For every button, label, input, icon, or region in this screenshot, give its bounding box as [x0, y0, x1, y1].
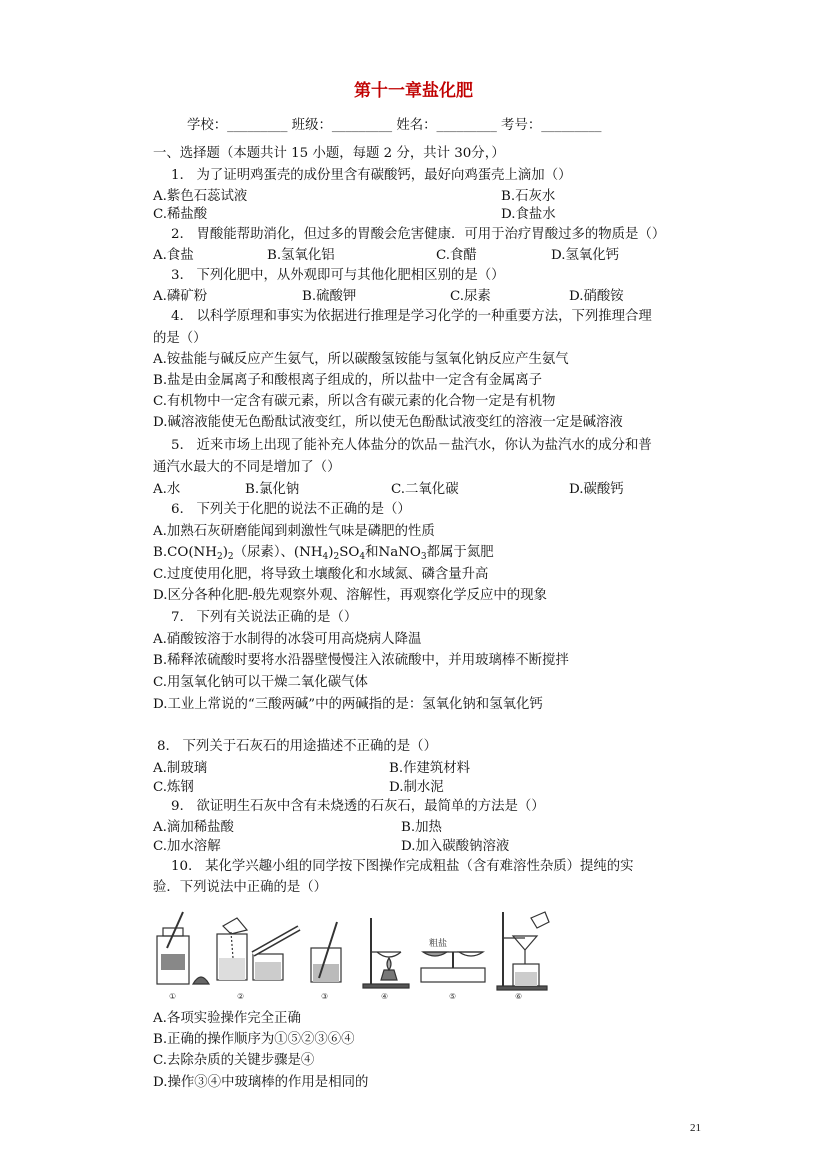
- lab-operations-figure: [153, 908, 553, 1004]
- figure-label-1: ①: [169, 992, 177, 1001]
- q4-stem-line2: 的是（）: [153, 331, 207, 346]
- q8-option-a: A.制玻璃: [153, 761, 208, 776]
- q10-stem-line1: 10. 某化学兴趣小组的同学按下图操作完成粗盐（含有难溶性杂质）提纯的实: [171, 859, 634, 874]
- operation-4-illustration: [311, 922, 341, 982]
- operation-3-illustration: [253, 928, 299, 980]
- q1-option-b: B.石灰水: [501, 189, 556, 204]
- operation-6-illustration: [421, 937, 485, 982]
- q3-option-c: C.尿素: [450, 289, 491, 304]
- q10-option-b: B.正确的操作顺序为①⑤②③⑥④: [153, 1032, 355, 1047]
- q9-option-b: B.加热: [401, 820, 442, 835]
- q10-option-a: A.各项实验操作完全正确: [153, 1011, 301, 1026]
- q3-option-a: A.磷矿粉: [153, 289, 208, 304]
- q9-option-c: C.加水溶解: [153, 839, 221, 854]
- q3-stem: 3. 下列化肥中，从外观即可与其他化肥相区别的是（）: [171, 268, 505, 283]
- q5-option-b: B.氯化钠: [245, 482, 300, 497]
- q8-stem: 8. 下列关于石灰石的用途描述不正确的是（）: [157, 739, 437, 754]
- page-title: 第十一章盐化肥: [354, 81, 473, 101]
- q2-stem: 2. 胃酸能帮助消化，但过多的胃酸会危害健康．可用于治疗胃酸过多的物质是（）: [171, 227, 666, 242]
- page-number: 21: [690, 1122, 701, 1134]
- q5-option-a: A.水: [153, 482, 181, 497]
- q4-stem-line1: 4. 以科学原理和事实为依据进行推理是学习化学的一种重要方法，下列推理合理: [171, 309, 652, 324]
- student-info-line: 学校：_________ 班级：_________ 姓名：_________ 考号：_________: [187, 118, 602, 133]
- q5-option-c: C.二氧化碳: [391, 482, 459, 497]
- q1-option-a: A.紫色石蕊试液: [153, 189, 248, 204]
- q7-option-d: D.工业上常说的“三酸两碱”中的两碱指的是：氢氧化钠和氢氧化钙: [153, 697, 543, 712]
- figure-label-6: ⑥: [515, 992, 523, 1001]
- q1-option-c: C.稀盐酸: [153, 207, 208, 222]
- operation-2-illustration: [217, 918, 247, 980]
- q3-option-d: D.硝酸铵: [569, 289, 624, 304]
- figure-label-5: ⑤: [449, 992, 457, 1001]
- q2-option-d: D.氢氧化钙: [551, 248, 620, 263]
- q7-option-c: C.用氢氧化钠可以干燥二氧化碳气体: [153, 675, 368, 690]
- coarse-salt-label: 粗盐: [429, 939, 448, 949]
- q8-option-c: C.炼钢: [153, 780, 194, 795]
- q1-stem: 1. 为了证明鸡蛋壳的成份里含有碳酸钙，最好向鸡蛋壳上滴加（）: [171, 168, 572, 183]
- q7-option-b: B.稀释浓硫酸时要将水沿器壁慢慢注入浓硫酸中，并用玻璃棒不断搅拌: [153, 653, 569, 668]
- figure-label-3: ③: [321, 992, 329, 1001]
- q7-stem: 7. 下列有关说法正确的是（）: [171, 610, 358, 625]
- q10-option-c: C.去除杂质的关键步骤是④: [153, 1053, 315, 1068]
- operation-5-illustration: [363, 918, 409, 988]
- q6-option-a: A.加熟石灰研磨能闻到刺激性气味是磷肥的性质: [153, 524, 435, 539]
- q6-option-c: C.过度使用化肥，将导致土壤酸化和水域氮、磷含量升高: [153, 567, 489, 582]
- q9-stem: 9. 欲证明生石灰中含有未烧透的石灰石，最简单的方法是（）: [171, 799, 545, 814]
- q8-option-d: D.制水泥: [389, 780, 444, 795]
- q7-option-a: A.硝酸铵溶于水制得的冰袋可用高烧病人降温: [153, 632, 422, 647]
- q1-option-d: D.食盐水: [501, 207, 556, 222]
- q3-option-b: B.硫酸钾: [302, 289, 357, 304]
- q8-option-b: B.作建筑材料: [389, 761, 471, 776]
- q9-option-d: D.加入碳酸钠溶液: [401, 839, 510, 854]
- operation-7-illustration: [497, 912, 549, 990]
- q5-option-d: D.碳酸钙: [569, 482, 624, 497]
- q6-option-b: $B.CO(NH_2)_2$（尿素）、$(NH_4)_2SO_4$和NaNO$_3$都属于氮肥: [153, 545, 494, 562]
- q5-stem-line2: 通汽水最大的不同是增加了（）: [153, 460, 341, 475]
- q5-stem-line1: 5. 近来市场上出现了能补充人体盐分的饮品－盐汽水，你认为盐汽水的成分和普: [171, 438, 652, 453]
- q10-option-d: D.操作③④中玻璃棒的作用是相同的: [153, 1075, 369, 1090]
- q6-stem: 6. 下列关于化肥的说法不正确的是（）: [171, 502, 411, 517]
- section-heading: 一、选择题（本题共计 15 小题，每题 2 分，共计 30分，）: [153, 146, 505, 161]
- q10-stem-line2: 验．下列说法中正确的是（）: [153, 880, 328, 895]
- q4-option-a: A.铵盐能与碱反应产生氨气，所以碳酸氢铵能与氢氧化钠反应产生氨气: [153, 352, 569, 367]
- q4-option-c: C.有机物中一定含有碳元素，所以含有碳元素的化合物一定是有机物: [153, 394, 556, 409]
- q2-option-c: C.食醋: [436, 248, 477, 263]
- figure-label-2: ②: [237, 992, 245, 1001]
- q6-option-d: D.区分各种化肥-般先观察外观、溶解性，再观察化学反应中的现象: [153, 588, 547, 603]
- q4-option-b: B.盐是由金属离子和酸根离子组成的，所以盐中一定含有金属离子: [153, 373, 543, 388]
- q4-option-d: D.碱溶液能使无色酚酞试液变红，所以使无色酚酞试液变红的溶液一定是碱溶液: [153, 415, 623, 430]
- operation-1-illustration: [157, 912, 209, 984]
- q2-option-a: A.食盐: [153, 248, 194, 263]
- figure-label-4: ④: [381, 992, 389, 1001]
- q2-option-b: B.氢氧化铝: [267, 248, 335, 263]
- q9-option-a: A.滴加稀盐酸: [153, 820, 234, 835]
